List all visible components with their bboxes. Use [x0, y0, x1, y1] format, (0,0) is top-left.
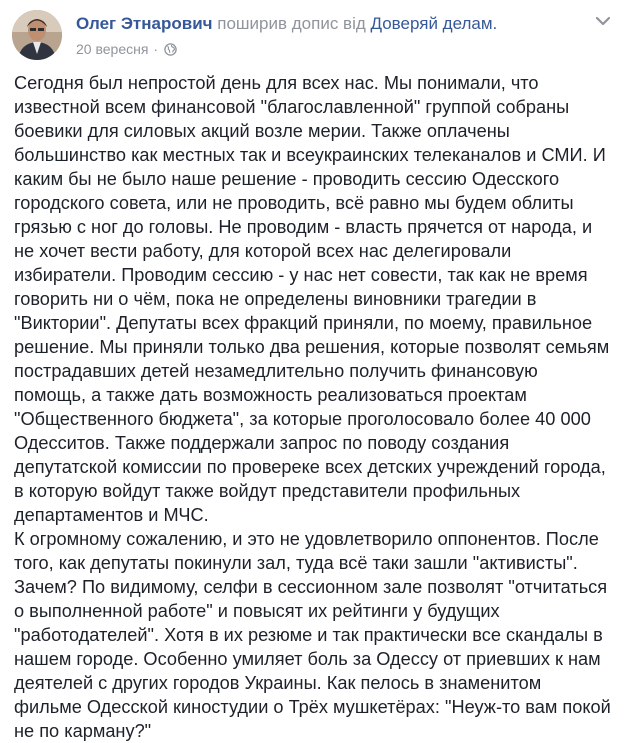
post-header — [12, 10, 612, 60]
chevron-down-icon[interactable] — [595, 14, 611, 26]
author-name-link[interactable]: Олег Этнарович — [76, 14, 213, 33]
post-date-link[interactable]: 20 вересня — [76, 41, 149, 57]
globe-icon[interactable] — [164, 42, 177, 60]
post-paragraph: Сегодня был непростой день для всех нас. Мы понимали, что известной всем финансовой "благославленной" группой собраны боевики для силовых акций возле мерии. Также оплачены большинство как местных так и всеукраинских телеканалов и СМИ. И каким бы не было наше решение - проводить сессию Одесского городского совета, или не проводить, всё равно мы будем облиты грязью с ног до головы. Не проводим - власть прячется от народа, и не хочет вести работу, для которой всех нас делегировали избиратели. Проводим сессию - у нас нет совести, так как не время говорить ни о чём, пока не определены виновники трагедии в "Виктории". Депутаты всех фракций приняли, по моему, правильное решение. Мы приняли только два решения, которые позволят семьям пострадавших детей незамедлительно получить финансовую помощь, а также дать возможность реализоваться проектам "Общественного бюджета", за которые проголосовало более 40 000 Одесситов. Также поддержали запрос по поводу создания депутатской комиссии по провереке всех детских учреждений города, в которую войдут также войдут представители профильных департаментов и МЧС. — [14, 73, 610, 525]
post-paragraph: К огромному сожалению, и это не удовлетворило оппонентов. После того, как депутаты покинули зал, туда всё таки зашли "активисты". Зачем? По видимому, селфи в сессионном зале позволят "отчитаться о выполненной работе" и повысят их рейтинги у будущих "работодателей". Хотя в их резюме и так практически все скандалы в нашем городе. Особенно умиляет боль за Одессу от приевших к нам деятелей с других городов Украины. Как пелось в знаменитом фильме Одесской киностудии о Трёх мушкетёрах: "Неуж-то вам покой не по карману?" — [14, 529, 611, 741]
author-avatar[interactable] — [12, 10, 62, 60]
post-text — [14, 71, 611, 743]
author-photo — [12, 10, 62, 60]
source-page-link[interactable]: Доверяй делам. — [370, 14, 498, 33]
post-meta — [76, 40, 177, 60]
share-action-text: поширив допис від — [217, 14, 366, 33]
meta-separator: · — [153, 41, 159, 57]
post-headline — [76, 13, 576, 35]
